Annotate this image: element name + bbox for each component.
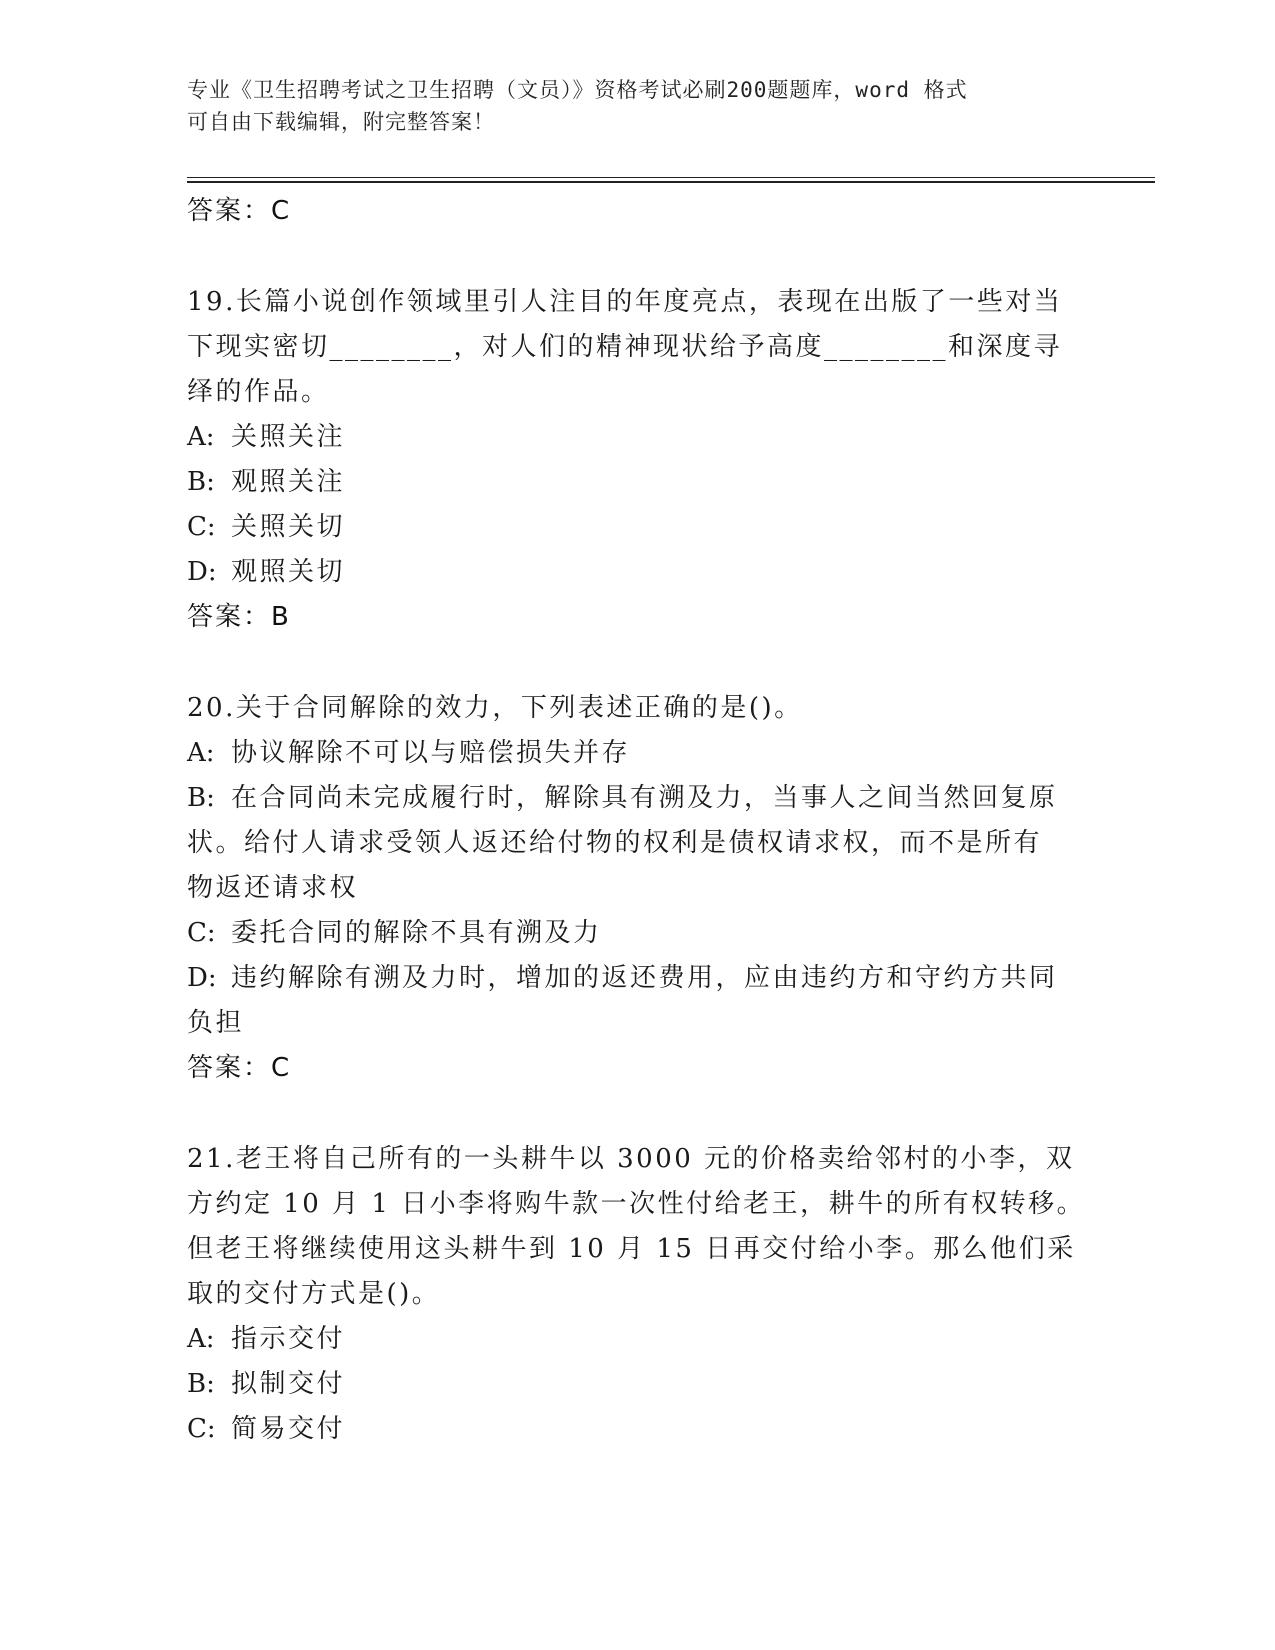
option-letter: D:	[187, 557, 217, 587]
option-c	[187, 911, 1067, 956]
option-d	[187, 550, 1067, 595]
option-text: 委托合同的解除不具有溯及力	[231, 918, 602, 948]
option-d	[187, 956, 1067, 1001]
question-21-line-4: 取的交付方式是()。	[187, 1279, 441, 1309]
question-21-line-1: 21.老王将自己所有的一头耕牛以 3000 元的价格卖给邻村的小李，双	[187, 1144, 1075, 1174]
question-20	[187, 686, 1067, 1091]
option-c	[187, 1407, 1067, 1452]
option-b	[187, 1362, 1067, 1407]
answer-19: 答案：B	[187, 602, 291, 632]
option-text: 观照关切	[231, 557, 346, 587]
question-21-line-2: 方约定 10 月 1 日小李将购牛款一次性付给老王，耕牛的所有权转移。	[187, 1189, 1086, 1219]
header-line-1: 专业《卫生招聘考试之卫生招聘（文员）》资格考试必刷200题题库，word 格式	[187, 78, 968, 102]
option-b	[187, 460, 1067, 505]
option-text: 在合同尚未完成履行时，解除具有溯及力，当事人之间当然回复原	[231, 783, 1058, 813]
option-letter: A:	[187, 738, 215, 768]
option-b-continued: 状。给付人请求受领人返还给付物的权利是债权请求权，而不是所有	[187, 828, 1043, 858]
option-text: 违约解除有溯及力时，增加的返还费用，应由违约方和守约方共同	[231, 963, 1058, 993]
header-rule-thick	[187, 181, 1155, 183]
spacer	[187, 1091, 1067, 1137]
option-letter: B:	[187, 467, 215, 497]
option-a	[187, 731, 1067, 776]
question-19-line-3: 绎的作品。	[187, 377, 330, 407]
option-letter: B:	[187, 783, 215, 813]
option-letter: A:	[187, 422, 215, 452]
option-letter: C:	[187, 512, 216, 542]
option-a	[187, 1317, 1067, 1362]
option-letter: C:	[187, 918, 216, 948]
question-19-line-1: 19.长篇小说创作领域里引人注目的年度亮点，表现在出版了一些对当	[187, 287, 1063, 317]
answer-prev: 答案：C	[187, 196, 292, 226]
option-text: 关照关注	[231, 422, 346, 452]
option-text: 拟制交付	[231, 1369, 346, 1399]
question-19-line-2: 下现实密切________，对人们的精神现状给予高度________和深度寻	[187, 332, 1063, 362]
spacer	[187, 640, 1067, 686]
spacer	[187, 234, 1067, 280]
answer-20: 答案：C	[187, 1053, 292, 1083]
option-letter: C:	[187, 1414, 216, 1444]
option-d-continued: 负担	[187, 1008, 245, 1038]
option-text: 协议解除不可以与赔偿损失并存	[231, 738, 631, 768]
option-b-continued: 物返还请求权	[187, 873, 359, 903]
option-letter: D:	[187, 963, 217, 993]
question-20-line-1: 20.关于合同解除的效力，下列表述正确的是()。	[187, 693, 803, 723]
option-a	[187, 415, 1067, 460]
option-b	[187, 776, 1067, 821]
document-body	[187, 189, 1086, 1452]
question-19	[187, 280, 1067, 640]
header-line-2: 可自由下载编辑，附完整答案！	[187, 110, 495, 134]
option-text: 简易交付	[231, 1414, 346, 1444]
option-text: 指示交付	[231, 1324, 346, 1354]
option-text: 观照关注	[231, 467, 346, 497]
header-rule-thin	[187, 177, 1155, 178]
question-21-line-3: 但老王将继续使用这头耕牛到 10 月 15 日再交付给小李。那么他们采	[187, 1234, 1076, 1264]
option-text: 关照关切	[231, 512, 346, 542]
option-c	[187, 505, 1067, 550]
option-letter: A:	[187, 1324, 215, 1354]
document-header	[187, 74, 1067, 138]
option-letter: B:	[187, 1369, 215, 1399]
question-21	[187, 1137, 1086, 1452]
